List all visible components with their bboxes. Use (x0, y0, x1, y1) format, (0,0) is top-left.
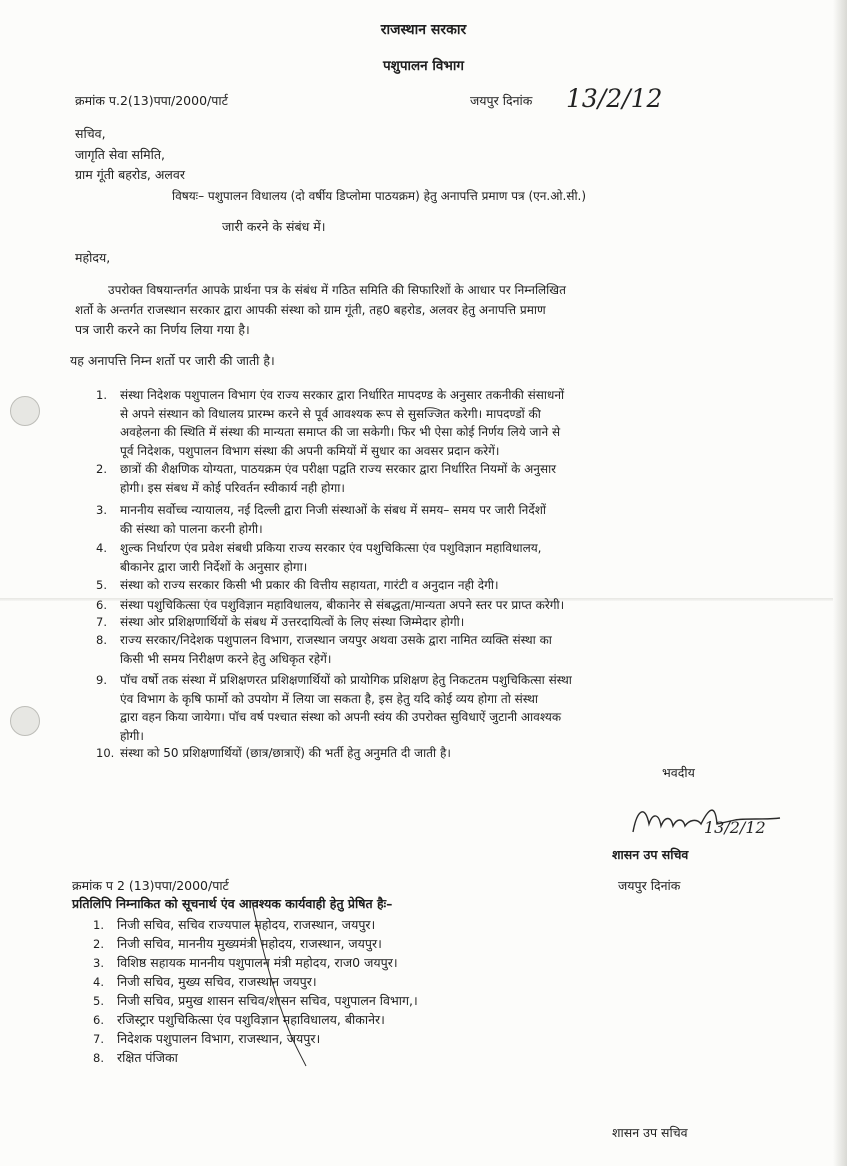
condition-text-line: पॉच वर्षो तक संस्था में प्रशिक्षणरत प्रशिक्षणार्थियों को प्रायोगिक प्रशिक्षण हेतु निकटतम पशुचिकित्सा संस्था (120, 673, 572, 687)
conditions-intro: यह अनापत्ति निम्न शर्तो पर जारी की जाती है। (70, 353, 275, 368)
footer-designation: शासन उप सचिव (612, 1125, 688, 1140)
place-date-label: जयपुर दिनांक (470, 93, 533, 108)
condition-text-line: संस्था को 50 प्रशिक्षणार्थियों (छात्र/छात्राऐं) की भर्ती हेतु अनुमति दी जाती है। (120, 746, 451, 760)
recipient-text: रक्षित पंजिका (117, 1050, 178, 1065)
condition-text-line: संस्था निदेशक पशुपालन विभाग एंव राज्य सरकार द्वारा निर्धारित मापदण्ड के अनुसार तकनीकी संसाधनों (120, 388, 565, 402)
signatory-place-date: जयपुर दिनांक (618, 878, 681, 893)
recipient-number: 5. (93, 994, 104, 1008)
condition-text-line: होगी। इस संबध में कोई परिवर्तन स्वीकार्य नही होगा। (120, 480, 345, 495)
condition-text-line: होगी। (120, 728, 144, 743)
condition-number: 7. (96, 615, 107, 629)
intro-line-2: शर्तो के अन्तर्गत राजस्थान सरकार द्वारा आपकी संस्था को ग्राम गूंती, तह0 बहरोड, अलवर हेतु अनापत्ति प्रमाण (75, 303, 546, 317)
condition-text-line: किसी भी समय निरीक्षण करने हेतु अधिकृत रहेगें। (120, 651, 332, 666)
subject-line-1: विषयः– पशुपालन विधालय (दो वर्षीय डिप्लोमा पाठयक्रम) हेतु अनापत्ति प्रमाण पत्र (एन.ओ.सी.) (172, 189, 587, 203)
condition-text-line: संस्था पशुचिकित्सा एंव पशुविज्ञान महाविधालय, बीकानेर से संबद्धता/मान्यता अपने स्तर पर प्राप्त करेगी। (120, 598, 565, 612)
salutation: महोदय, (75, 250, 111, 265)
condition-text-line: एंव विभाग के कृषि फार्मो को उपयोग में लिया जा सकता है, इस हेतु यदि कोई व्यय होगा तो संस्था (120, 691, 538, 706)
addressee-line-2: जागृति सेवा समिति, (75, 147, 165, 162)
punch-hole-top (10, 396, 40, 426)
recipient-text: रजिस्ट्रार पशुचिकित्सा एंव पशुविज्ञान महाविधालय, बीकानेर। (117, 1012, 385, 1027)
condition-text-line: छात्रों की शैक्षणिक योग्यता, पाठयक्रम एंव परीक्षा पद्वति राज्य सरकार द्वारा निर्धारित नियमों के अनुसार (120, 462, 557, 476)
condition-text-line: बीकानेर द्वारा जारी निर्देशों के अनुसार होगा। (120, 559, 308, 574)
subject-line-2: जारी करने के संबंध में। (222, 219, 326, 234)
government-title: राजस्थान सरकार (380, 22, 467, 38)
recipient-text: विशिष्ठ सहायक माननीय पशुपालन मंत्री महोदय, राज0 जयपुर। (117, 955, 398, 970)
condition-number: 1. (96, 388, 107, 402)
condition-text-line: माननीय सर्वोच्च न्यायालय, नई दिल्ली द्वारा निजी संस्थाओं के संबध में समय– समय पर जारी निर्देशों (120, 503, 546, 517)
recipient-text: निजी सचिव, मुख्य सचिव, राजस्थान जयपुर। (117, 974, 317, 989)
condition-text-line: शुल्क निर्धारण एंव प्रवेश संबधी प्रकिया राज्य सरकार एंव पशुचिकित्सा एंव पशुविज्ञान महाविधालय, (120, 541, 542, 555)
recipient-text: निजी सचिव, माननीय मुख्यमंत्री महोदय, राजस्थान, जयपुर। (117, 936, 382, 951)
handwritten-initials-date: 13/2/12 (704, 818, 766, 837)
recipient-text: निजी सचिव, सचिव राज्यपाल महोदय, राजस्थान, जयपुर। (117, 917, 376, 932)
addressee-line-3: ग्राम गूंती बहरोड, अलवर (75, 167, 185, 182)
recipient-text: निदेशक पशुपालन विभाग, राजस्थान, जयपुर। (117, 1031, 321, 1046)
condition-text-line: पूर्व निदेशक, पशुपालन विभाग संस्था की अपनी कमियों में सुधार का अवसर प्रदान करेगें। (120, 443, 500, 458)
recipient-number: 6. (93, 1013, 104, 1027)
condition-text-line: से अपने संस्थान को विधालय प्रारम्भ करने से पूर्व आवश्यक रूप से सुसज्जित करेगी। मापदण्डों की (120, 406, 541, 421)
condition-number: 10. (96, 746, 115, 760)
reference-number: क्रमांक प.2(13)पपा/2000/पार्ट (75, 93, 228, 108)
copy-heading: प्रतिलिपि निम्नाकित को सूचनार्थ एंव आवश्यक कार्यवाही हेतु प्रेषित हैः– (72, 896, 393, 911)
recipient-number: 2. (93, 937, 104, 951)
department-title: पशुपालन विभाग (383, 58, 464, 74)
recipient-number: 1. (93, 918, 104, 932)
condition-text-line: संस्था ओर प्रशिक्षणार्थियों के संबध में उत्तरदायित्वों के लिए संस्था जिम्मेदार होगी। (120, 615, 465, 629)
condition-number: 8. (96, 633, 107, 647)
condition-text-line: की संस्था को पालना करनी होगी। (120, 521, 263, 536)
condition-number: 5. (96, 578, 107, 592)
condition-text-line: संस्था को राज्य सरकार किसी भी प्रकार की वित्तीय सहायता, गारंटी व अनुदान नही देगी। (120, 578, 499, 592)
recipient-number: 7. (93, 1032, 104, 1046)
punch-hole-bottom (10, 706, 40, 736)
recipient-number: 4. (93, 975, 104, 989)
recipient-text: निजी सचिव, प्रमुख शासन सचिव/शासन सचिव, पशुपालन विभाग,। (117, 993, 418, 1008)
condition-number: 9. (96, 673, 107, 687)
closing: भवदीय (662, 765, 695, 780)
intro-line-3: पत्र जारी करने का निर्णय लिया गया है। (75, 322, 250, 337)
condition-number: 3. (96, 503, 107, 517)
condition-text-line: अवहेलना की स्थिति में संस्था की मान्यता समाप्त की जा सकेगी। फिर भी ऐसा कोई निर्णय लिये जाने से (120, 425, 561, 439)
handwritten-date: 13/2/12 (566, 84, 663, 113)
page-edge-shadow (833, 0, 847, 1166)
signatory-designation: शासन उप सचिव (612, 847, 689, 862)
pen-annotation-stroke (240, 900, 360, 1070)
condition-number: 6. (96, 598, 107, 612)
condition-number: 2. (96, 462, 107, 476)
copy-reference-number: क्रमांक प 2 (13)पपा/2000/पार्ट (72, 878, 229, 893)
intro-line-1: उपरोक्त विषयान्तर्गत आपके प्रार्थना पत्र के संबंध में गठित समिति की सिफारिशों के आधार पर निम्नलिखित (108, 283, 566, 297)
condition-number: 4. (96, 541, 107, 555)
condition-text-line: द्वारा वहन किया जायेगा। पॉच वर्ष पश्चात संस्था को अपनी स्वंय की उपरोक्त सुविधाऐं जुटानी आवश्यक (120, 710, 562, 724)
addressee-line-1: सचिव, (75, 126, 106, 141)
recipient-number: 8. (93, 1051, 104, 1065)
recipient-number: 3. (93, 956, 104, 970)
condition-text-line: राज्य सरकार/निदेशक पशुपालन विभाग, राजस्थान जयपुर अथवा उसके द्वारा नामित व्यक्ति संस्था का (120, 633, 552, 647)
